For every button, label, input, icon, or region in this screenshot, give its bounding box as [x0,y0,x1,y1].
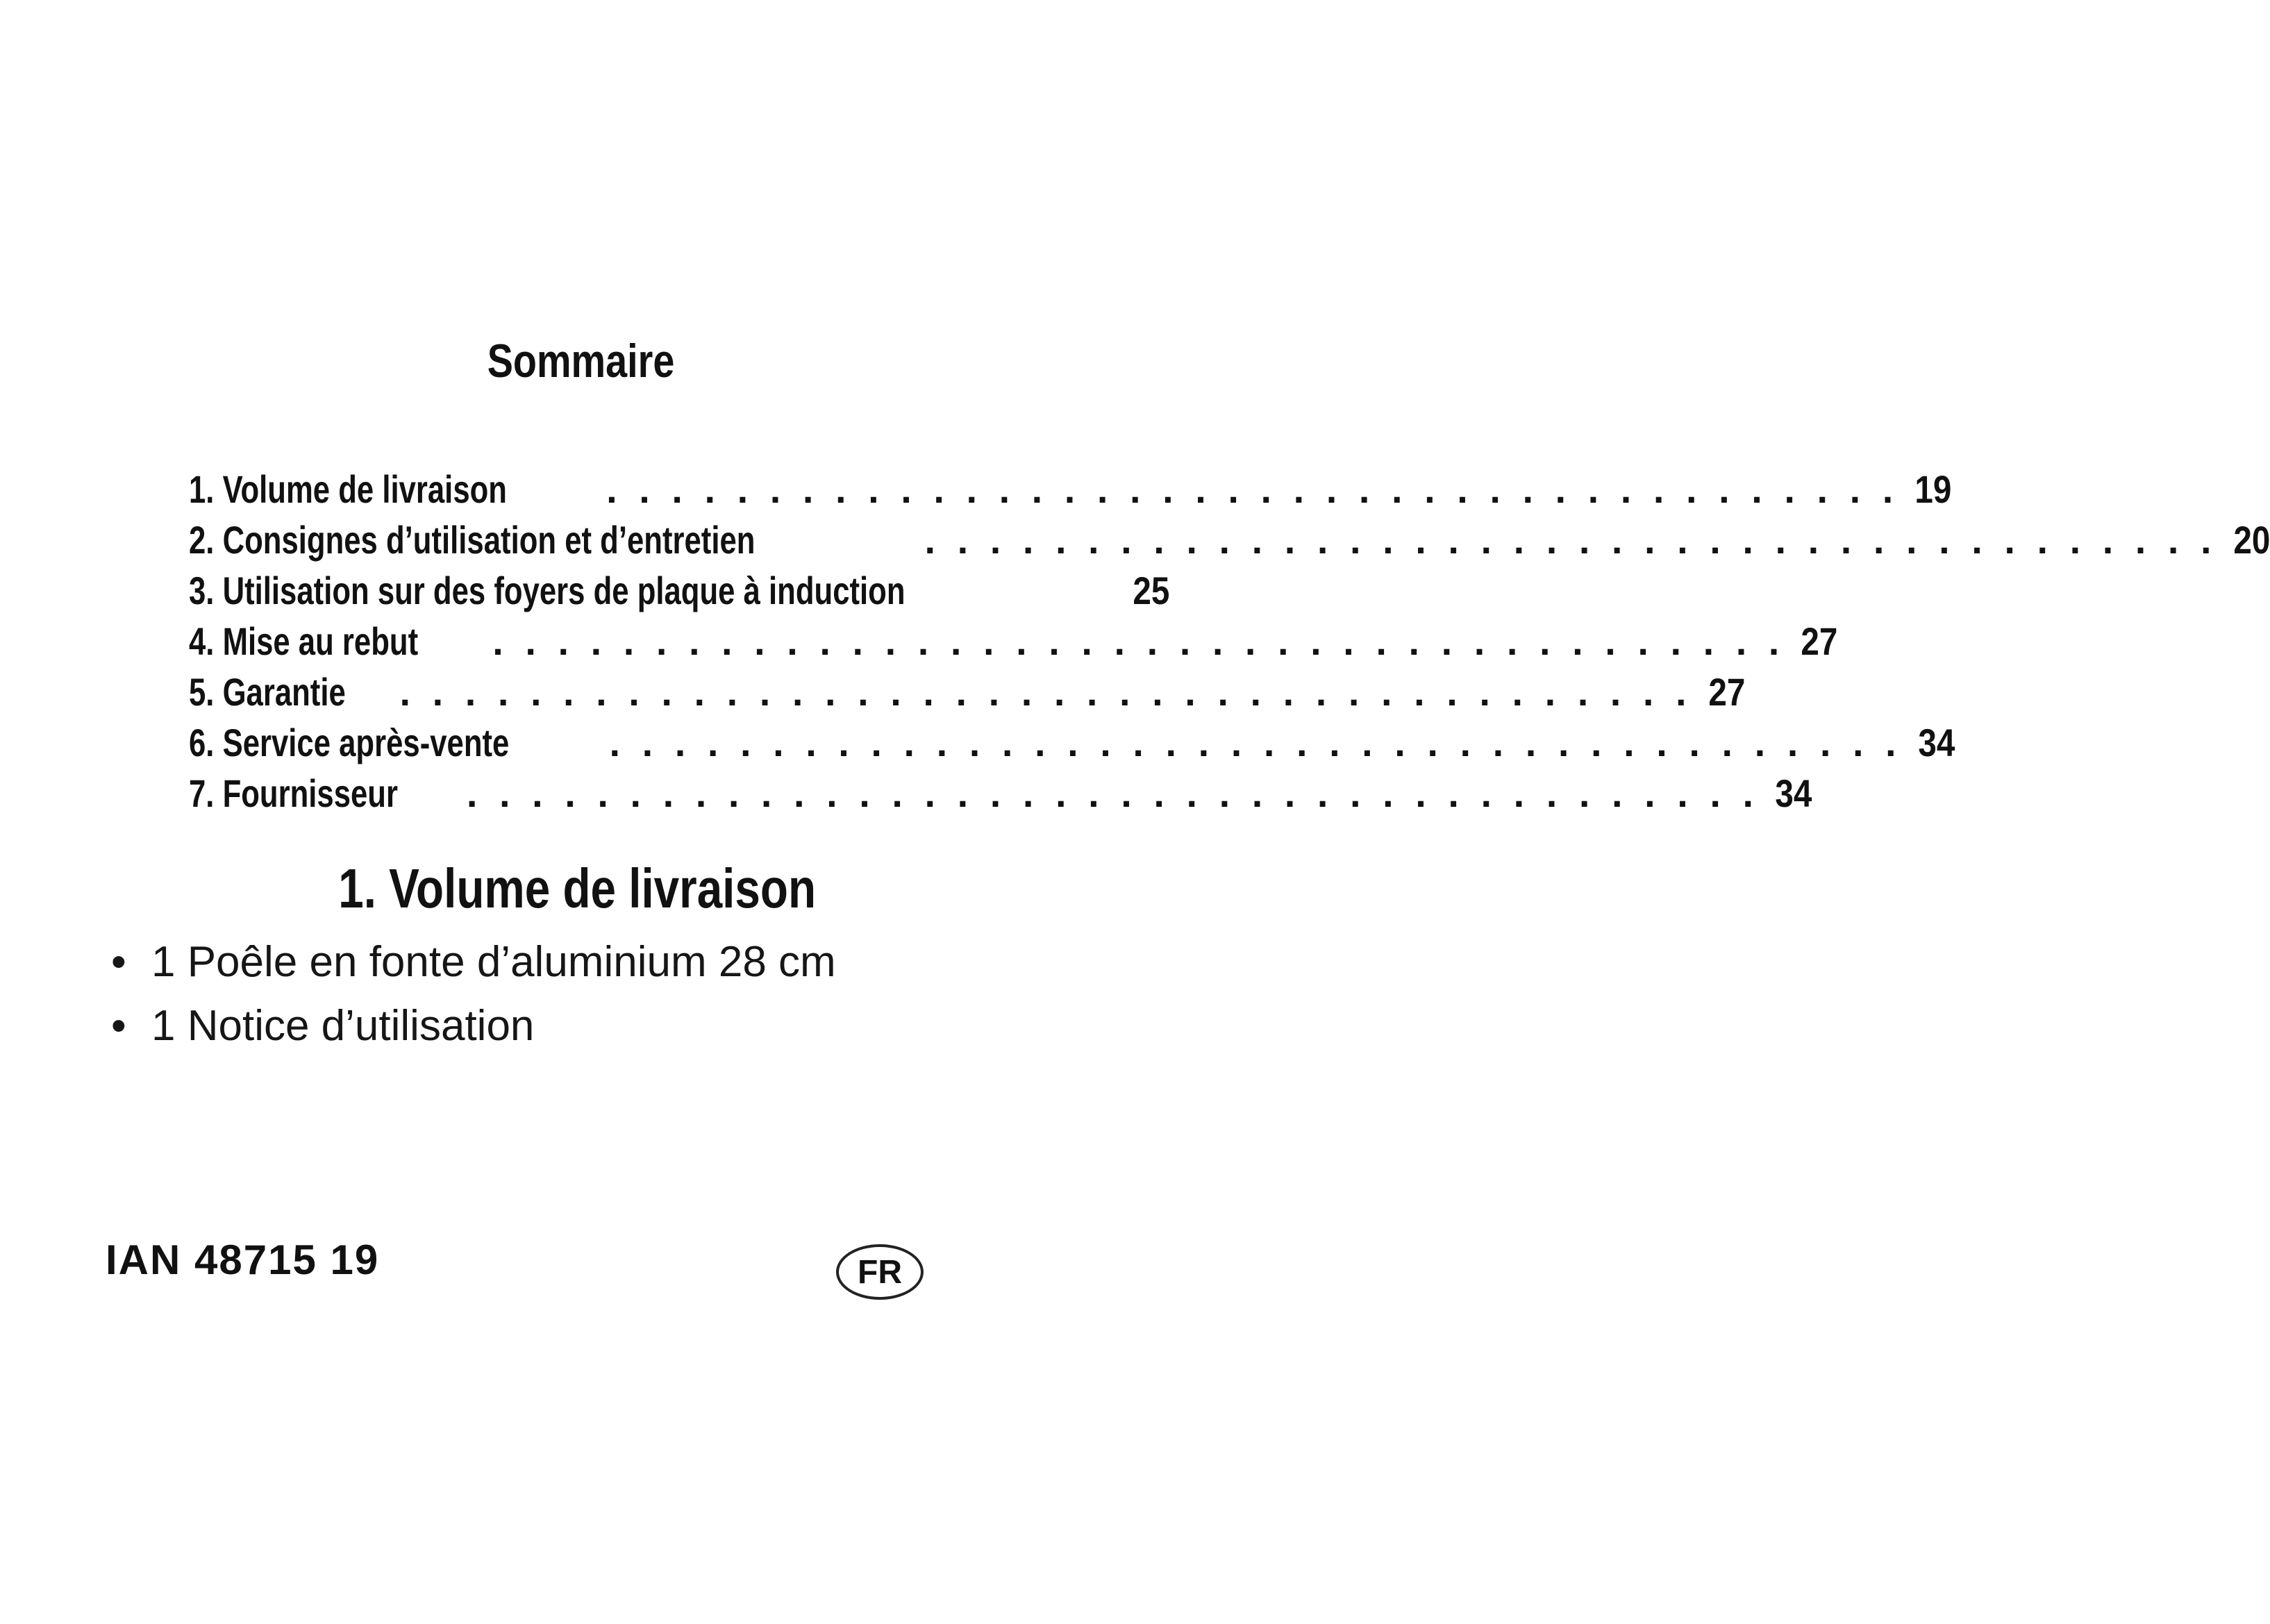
toc-entry [189,768,1812,819]
country-code-badge: FR [836,1244,924,1300]
toc-leader-dots: . . . . . . . . . . . . . . . . . . . . . . . . . . . . . . . . . . . . . . . . [924,518,2217,562]
toc-leader-dots: . . . . . . . . . . . . . . . . . . . . . . . . . . . . . . . . . . . . . . . . [609,721,1902,764]
list-item [111,994,836,1058]
toc-entry-page: 34 [1917,721,1955,764]
ian-code: IAN 48715 19 [106,1237,380,1283]
toc-leader-dots: . . . . . . . . . . . . . . . . . . . . . . . . . . . . . . . . . . . . . . . . [399,670,1692,714]
toc-entry-page: 19 [1914,467,1952,511]
list-item [111,930,836,994]
list-item-text: 1 Notice d’utilisation [151,1002,535,1050]
bullet-point: • [111,1002,126,1050]
toc-entry-label: 7. Fournisseur [189,771,398,815]
toc-entry-label: 4. Mise au rebut [189,619,419,663]
section-title: 1. Volume de livraison [338,857,817,919]
toc-entry [189,565,1170,616]
toc-entry-page: 20 [2233,518,2270,562]
toc-entry [189,667,1745,717]
bullet-point: • [111,938,126,986]
toc-entry [189,616,1838,667]
table-of-contents [189,464,2270,819]
list-item-text: 1 Poêle en fonte d’aluminium 28 cm [151,938,836,986]
toc-leader-dots: . . . . . . . . . . . . . . . . . . . . . . . . . . . . . . . . . . . . . . . . [492,619,1785,663]
toc-leader-dots: . . . . . . . . . . . . . . . . . . . . . . . . . . . . . . . . . . . . . . . . [466,771,1760,815]
toc-entry-page: 34 [1775,771,1812,815]
toc-entry [189,514,2270,565]
toc-entry-label: 5. Garantie [189,670,346,714]
toc-entry [189,464,1952,514]
toc-title: Sommaire [487,335,675,387]
toc-entry-page: 27 [1708,670,1745,714]
toc-entry-label: 1. Volume de livraison [189,467,507,511]
toc-entry-page: 27 [1801,619,1838,663]
toc-entry [189,717,1955,768]
toc-entry-label: 3. Utilisation sur des foyers de plaque à induction [189,569,906,612]
delivery-contents-list [111,930,836,1058]
toc-entry-label: 6. Service après-vente [189,721,510,764]
toc-entry-label: 2. Consignes d’utilisation et d’entretien [189,518,756,562]
toc-leader-dots: . . . . . . . . . . . . . . . . . . . . . . . . . . . . . . . . . . . . . . . . [606,467,1899,511]
toc-entry-page: 25 [1133,569,1170,612]
